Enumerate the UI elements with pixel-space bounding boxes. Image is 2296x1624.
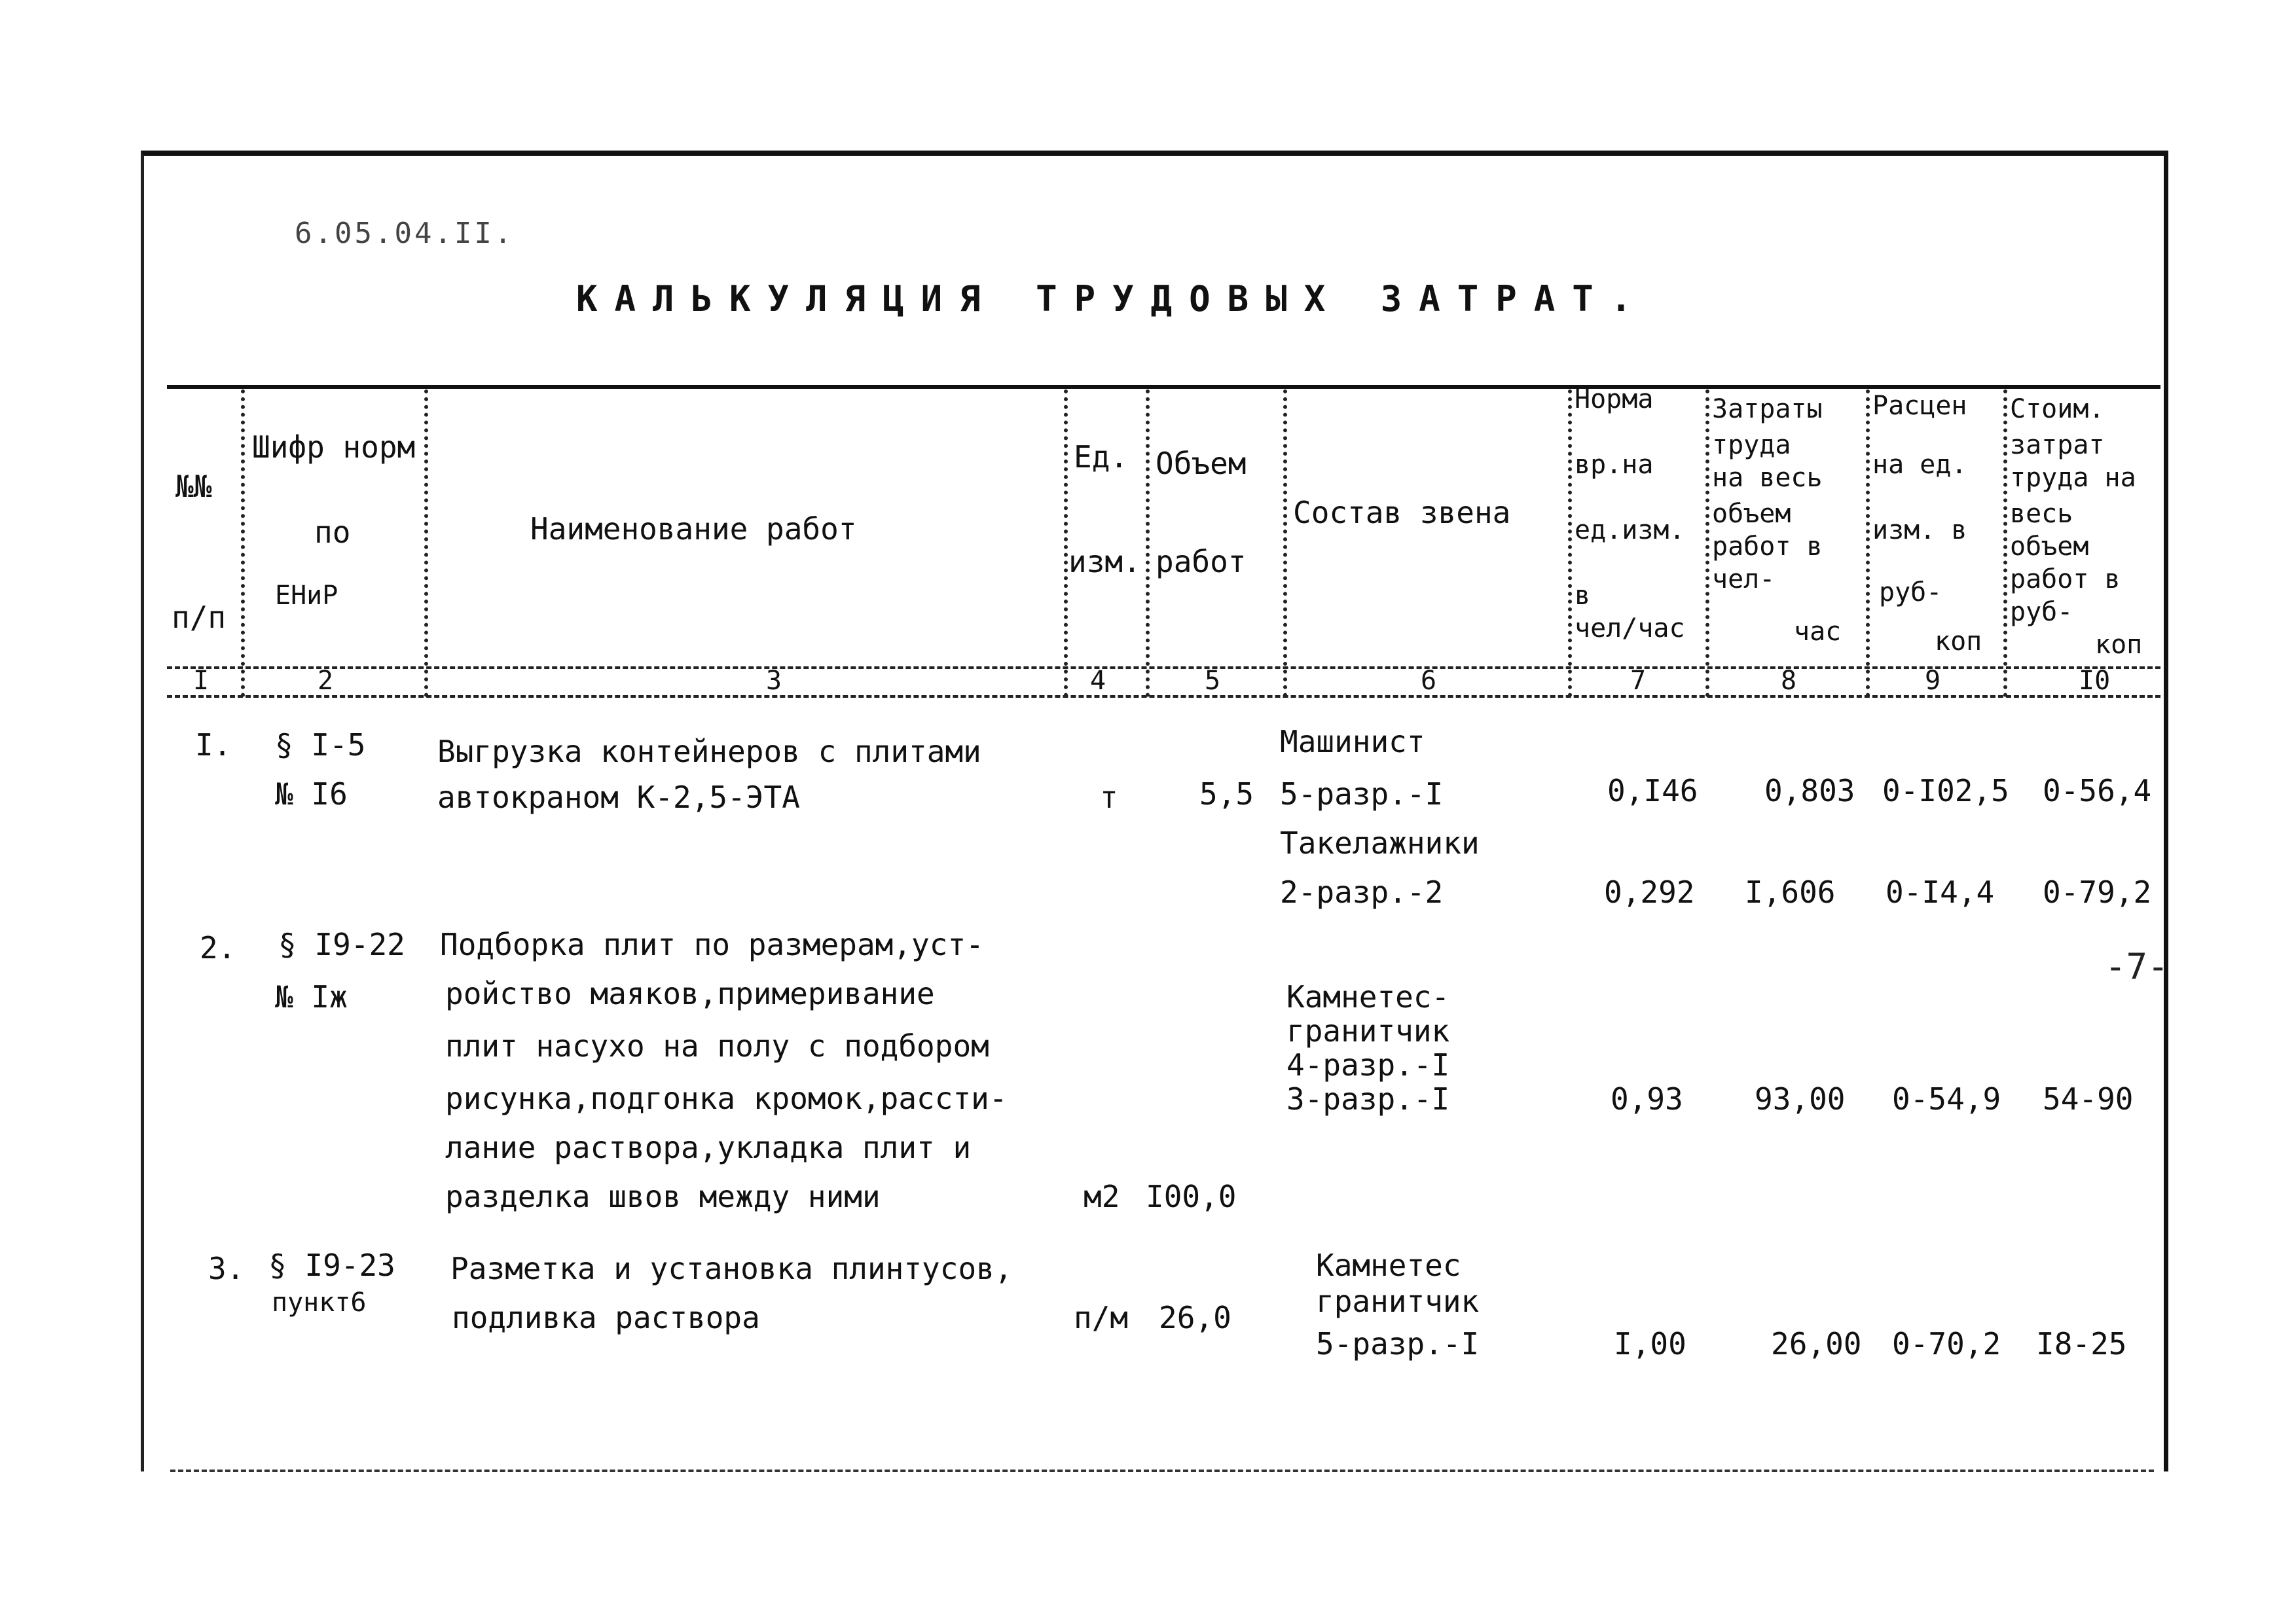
row3-name-2: подливка раствора	[452, 1300, 760, 1335]
row3-volume: 26,0	[1159, 1300, 1231, 1335]
header-c10-line4: весь	[2010, 499, 2073, 529]
header-c8-line2: труда	[1712, 430, 1791, 460]
row1-name-1: Выгрузка контейнеров с плитами	[437, 734, 981, 769]
col-divider	[2003, 389, 2007, 697]
header-c10-line1: Стоим.	[2010, 394, 2105, 424]
row1-crew2-role: Такелажники	[1280, 825, 1480, 861]
row1-crew2-grade: 2-разр.-2	[1280, 875, 1444, 910]
margin-page-mark: -7-	[2105, 946, 2169, 987]
row3-code-1: § I9-23	[268, 1248, 395, 1283]
row1-crew1-rate: 0-I02,5	[1882, 773, 2009, 808]
header-c9-line4: руб-	[1879, 577, 1942, 607]
header-c8-line1: Затраты	[1712, 394, 1823, 424]
row2-name-6: разделка швов между ними	[445, 1179, 881, 1214]
row2-number: 2.	[200, 930, 236, 965]
header-c7-line4: в	[1575, 581, 1591, 611]
row2-unit: м2	[1084, 1179, 1120, 1214]
colnum-4: 4	[1090, 666, 1106, 696]
header-c8-line7: час	[1794, 617, 1842, 647]
row2-name-2: ройство маяков,примеривание	[445, 976, 935, 1011]
header-c5-line2: работ	[1156, 544, 1247, 579]
header-c7-line2: вр.на	[1575, 450, 1654, 480]
colnum-1: I	[193, 666, 210, 696]
row1-crew1-norm: 0,I46	[1607, 773, 1698, 808]
row3-number: 3.	[208, 1251, 245, 1286]
col-divider	[1568, 389, 1572, 697]
row2-name-3: плит насухо на полу с подбором	[445, 1028, 989, 1064]
row3-crew-3: 5-разр.-I	[1316, 1326, 1480, 1362]
row2-crew-4: 3-разр.-I	[1286, 1081, 1450, 1117]
header-c4-line1: Ед.	[1074, 439, 1129, 475]
row1-volume: 5,5	[1199, 776, 1254, 812]
header-c4-line2: изм.	[1068, 544, 1141, 579]
row2-name-4: рисунка,подгонка кромок,рассти-	[445, 1081, 1008, 1116]
colnum-bottom-rule	[167, 695, 2160, 698]
header-c9-line1: Расцен	[1872, 391, 1967, 421]
header-c2-line2: по	[314, 514, 351, 550]
col-divider	[1064, 389, 1068, 697]
header-c3: Наименование работ	[530, 511, 857, 547]
row1-crew1-cost: 0-56,4	[2043, 773, 2152, 808]
header-c8-line3: на весь	[1712, 463, 1823, 493]
header-c2-line1: Шифр норм	[252, 429, 416, 465]
header-c10-line2: затрат	[2010, 430, 2105, 460]
row1-unit: т	[1100, 780, 1118, 815]
row3-name-1: Разметка и установка плинтусов,	[450, 1251, 1013, 1286]
header-c1-line2: п/п	[172, 600, 227, 635]
header-c7-line1: Норма	[1575, 384, 1654, 414]
row2-volume: I00,0	[1146, 1179, 1237, 1214]
header-c2-line3: ЕНиР	[275, 581, 338, 611]
col-divider	[1705, 389, 1709, 697]
header-c8-line4: объем	[1712, 499, 1791, 529]
header-c10-line5: объем	[2010, 532, 2089, 562]
row2-code-1: § I9-22	[278, 927, 405, 962]
header-c10-line6: работ в	[2010, 564, 2121, 594]
row3-code-2: пункт6	[272, 1288, 367, 1318]
header-c7-line5: чел/час	[1575, 613, 1685, 643]
table-top-rule	[167, 385, 2160, 389]
row3-crew-1: Камнетес	[1316, 1248, 1461, 1283]
row2-crew-3: 4-разр.-I	[1286, 1047, 1450, 1083]
header-c1-line1: №№	[175, 469, 212, 504]
row1-crew1-grade: 5-разр.-I	[1280, 776, 1444, 812]
row1-number: I.	[195, 727, 232, 763]
header-c10-line3: труда на	[2010, 463, 2136, 493]
row1-crew1-labor: 0,803	[1764, 773, 1855, 808]
colnum-7: 7	[1630, 666, 1647, 696]
row1-crew2-norm: 0,292	[1604, 875, 1695, 910]
colnum-6: 6	[1421, 666, 1437, 696]
colnum-8: 8	[1781, 666, 1797, 696]
header-c8-line5: работ в	[1712, 532, 1823, 562]
row1-crew2-cost: 0-79,2	[2043, 875, 2152, 910]
row2-rate: 0-54,9	[1892, 1081, 2001, 1117]
row3-rate: 0-70,2	[1892, 1326, 2001, 1362]
row1-code-2: № I6	[275, 776, 348, 812]
row2-norm: 0,93	[1611, 1081, 1683, 1117]
col-divider	[424, 389, 428, 697]
document-code: 6.05.04.II.	[295, 217, 515, 250]
colnum-9: 9	[1925, 666, 1941, 696]
document-title: КАЛЬКУЛЯЦИЯ ТРУДОВЫХ ЗАТРАТ.	[576, 278, 1649, 319]
row2-name-1: Подборка плит по размерам,уст-	[440, 927, 984, 962]
header-c5-line1: Объем	[1156, 446, 1247, 481]
row2-crew-1: Камнетес-	[1286, 979, 1450, 1015]
header-c7-line3: ед.изм.	[1575, 515, 1685, 545]
colnum-5: 5	[1205, 666, 1221, 696]
row1-crew2-rate: 0-I4,4	[1886, 875, 1995, 910]
row3-crew-2: гранитчик	[1316, 1284, 1480, 1319]
row2-cost: 54-90	[2043, 1081, 2134, 1117]
colnum-3: 3	[766, 666, 782, 696]
col-divider	[1866, 389, 1870, 697]
row1-name-2: автокраном К-2,5-ЭТА	[437, 780, 800, 815]
row1-crew1-role: Машинист	[1280, 724, 1425, 759]
header-c10-line8: коп	[2095, 630, 2143, 660]
header-c10-line7: руб-	[2010, 597, 2073, 627]
header-c8-line6: чел-	[1712, 564, 1776, 594]
row1-crew2-labor: I,606	[1745, 875, 1836, 910]
colnum-10: I0	[2079, 666, 2111, 696]
row1-code-1: § I-5	[275, 727, 366, 763]
header-bottom-rule	[167, 666, 2160, 669]
header-c9-line5: коп	[1935, 626, 1982, 657]
row3-cost: I8-25	[2036, 1326, 2127, 1362]
row2-name-5: лание раствора,укладка плит и	[445, 1130, 972, 1165]
row2-crew-2: гранитчик	[1286, 1013, 1450, 1049]
row2-code-2: № Iж	[275, 979, 348, 1015]
colnum-2: 2	[318, 666, 334, 696]
header-c9-line2: на ед.	[1872, 450, 1967, 480]
frame-bottom-line	[170, 1470, 2154, 1472]
header-c6: Состав звена	[1293, 495, 1511, 530]
col-divider	[241, 389, 245, 697]
row3-labor: 26,00	[1771, 1326, 1862, 1362]
row3-unit: п/м	[1074, 1300, 1129, 1335]
row3-norm: I,00	[1614, 1326, 1686, 1362]
col-divider	[1283, 389, 1287, 697]
row2-labor: 93,00	[1755, 1081, 1846, 1117]
header-c9-line3: изм. в	[1872, 515, 1967, 545]
col-divider	[1146, 389, 1150, 697]
